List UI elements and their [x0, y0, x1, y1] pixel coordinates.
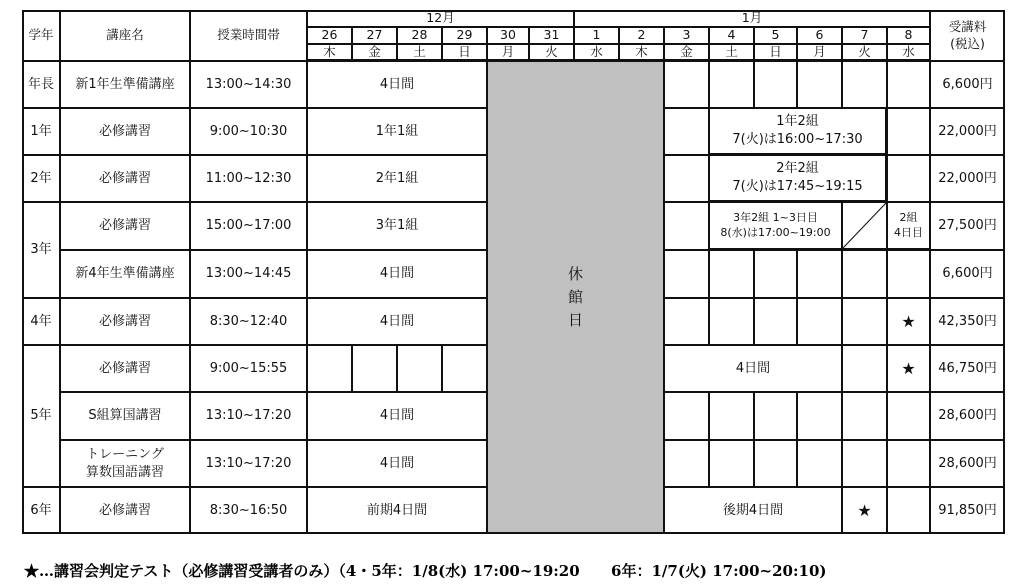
header-date-29-dec: 29: [442, 27, 487, 44]
empty-day-cell: [397, 345, 442, 392]
grade-6: 6年: [22, 487, 60, 534]
class-time: 13:10~17:20: [190, 440, 307, 487]
class-time: 13:00~14:30: [190, 61, 307, 108]
session-grade2-group1: 2年1組: [307, 155, 487, 202]
header-date-26-dec: 26: [307, 27, 352, 44]
course-fee: 6,600円: [930, 61, 1005, 108]
header-weekday: 土: [709, 44, 754, 61]
empty-day-cell: [887, 250, 930, 298]
session-4days-grade5-s: 4日間: [307, 392, 487, 440]
header-weekday: 金: [664, 44, 709, 61]
header-weekday: 水: [574, 44, 619, 61]
session-grade3-group1: 3年1組: [307, 202, 487, 250]
footnote-test-grades-4-5: ★…講習会判定テスト（必修講習受講者のみ）（4・5年：1/8(水) 17:00~19:20: [24, 562, 580, 580]
header-date-3-jan: 3: [664, 27, 709, 44]
header-weekday: 月: [797, 44, 842, 61]
session-grade3-group2: 3年2組 1~3日目 8(水)は17:00~19:00: [709, 202, 842, 250]
empty-day-cell: [842, 298, 887, 345]
empty-day-cell: [709, 392, 754, 440]
empty-day-cell: [664, 392, 709, 440]
class-time: 8:30~12:40: [190, 298, 307, 345]
class-time: 13:10~17:20: [190, 392, 307, 440]
session-4days-grade4: 4日間: [307, 298, 487, 345]
diagonal-line: [843, 203, 886, 248]
course-fee: 27,500円: [930, 202, 1005, 250]
header-weekday: 土: [397, 44, 442, 61]
grade-4: 4年: [22, 298, 60, 345]
class-time: 9:00~10:30: [190, 108, 307, 155]
course-name: 必修講習: [60, 298, 190, 345]
empty-day-cell: [664, 250, 709, 298]
empty-day-cell: [842, 392, 887, 440]
course-fee: 42,350円: [930, 298, 1005, 345]
class-time: 8:30~16:50: [190, 487, 307, 534]
empty-day-cell: [797, 440, 842, 487]
header-weekday: 水: [887, 44, 930, 61]
empty-day-cell: [709, 440, 754, 487]
header-weekday: 金: [352, 44, 397, 61]
column-divider: [306, 10, 308, 534]
course-fee: 28,600円: [930, 392, 1005, 440]
empty-day-cell: [352, 345, 397, 392]
course-name: 必修講習: [60, 487, 190, 534]
header-date-2-jan: 2: [619, 27, 664, 44]
course-fee: 91,850円: [930, 487, 1005, 534]
header-date-4-jan: 4: [709, 27, 754, 44]
grade-5: 5年: [22, 345, 60, 487]
course-fee: 46,750円: [930, 345, 1005, 392]
class-time: 15:00~17:00: [190, 202, 307, 250]
empty-day-cell: [664, 155, 709, 202]
grade-3: 3年: [22, 202, 60, 298]
course-fee: 28,600円: [930, 440, 1005, 487]
grade-2: 2年: [22, 155, 60, 202]
footnote: [24, 560, 826, 581]
empty-day-cell: [887, 440, 930, 487]
empty-day-cell: [307, 345, 352, 392]
grade-1: 1年: [22, 108, 60, 155]
session-4days-grade5-jan: 4日間: [664, 345, 842, 392]
footnote-test-grade-6: 6年：1/7(火) 17:00~20:10): [611, 562, 827, 580]
course-name: 必修講習: [60, 108, 190, 155]
header-date-31-dec: 31: [529, 27, 574, 44]
empty-day-cell: [442, 345, 487, 392]
header-grade: 学年: [22, 10, 60, 61]
session-4days-grade4-prep: 4日間: [307, 250, 487, 298]
empty-day-cell: [664, 298, 709, 345]
empty-day-cell: [797, 298, 842, 345]
course-name: 新1年生準備講座: [60, 61, 190, 108]
header-weekday: 月: [487, 44, 529, 61]
empty-day-cell: [754, 440, 797, 487]
course-fee: 6,600円: [930, 250, 1005, 298]
empty-day-cell: [709, 298, 754, 345]
header-fee: 受講料 (税込): [930, 10, 1005, 61]
header-date-27-dec: 27: [352, 27, 397, 44]
empty-day-cell: [797, 392, 842, 440]
empty-day-cell: [887, 392, 930, 440]
empty-day-cell: [664, 108, 709, 155]
header-course: 講座名: [60, 10, 190, 61]
empty-day-cell: [664, 61, 709, 108]
empty-day-cell: [842, 61, 887, 108]
header-weekday: 火: [529, 44, 574, 61]
course-name: 必修講習: [60, 345, 190, 392]
course-name: 新4年生準備講座: [60, 250, 190, 298]
course-name: 必修講習: [60, 202, 190, 250]
diagonal-slash-cell: [842, 202, 887, 250]
empty-day-cell: [887, 108, 930, 155]
course-fee: 22,000円: [930, 108, 1005, 155]
session-grade1-group1: 1年1組: [307, 108, 487, 155]
header-month-january: 1月: [574, 10, 930, 27]
empty-day-cell: [664, 202, 709, 250]
header-weekday: 木: [619, 44, 664, 61]
class-time: 11:00~12:30: [190, 155, 307, 202]
header-date-6-jan: 6: [797, 27, 842, 44]
closed-days: 休 館 日: [487, 61, 664, 534]
star-icon: ★: [842, 487, 887, 534]
empty-day-cell: [887, 155, 930, 202]
empty-day-cell: [754, 250, 797, 298]
column-divider: [929, 10, 931, 534]
header-date-7-jan: 7: [842, 27, 887, 44]
header-weekday: 木: [307, 44, 352, 61]
course-name: S組算国講習: [60, 392, 190, 440]
grade-nencho: 年長: [22, 61, 60, 108]
header-date-30-dec: 30: [487, 27, 529, 44]
header-date-1-jan: 1: [574, 27, 619, 44]
empty-day-cell: [797, 250, 842, 298]
class-time: 9:00~15:55: [190, 345, 307, 392]
header-time: 授業時間帯: [190, 10, 307, 61]
session-grade3-group2-day4: 2組 4日目: [887, 202, 930, 250]
session-grade2-group2: 2年2組 7(火)は17:45~19:15: [709, 155, 887, 202]
empty-day-cell: [887, 487, 930, 534]
header-date-5-jan: 5: [754, 27, 797, 44]
empty-day-cell: [887, 61, 930, 108]
empty-day-cell: [709, 61, 754, 108]
empty-day-cell: [842, 440, 887, 487]
empty-day-cell: [754, 392, 797, 440]
class-time: 13:00~14:45: [190, 250, 307, 298]
empty-day-cell: [754, 61, 797, 108]
empty-day-cell: [797, 61, 842, 108]
session-4days-nencho: 4日間: [307, 61, 487, 108]
session-grade1-group2: 1年2組 7(火)は16:00~17:30: [709, 108, 887, 155]
header-date-8-jan: 8: [887, 27, 930, 44]
empty-day-cell: [842, 345, 887, 392]
star-icon: ★: [887, 298, 930, 345]
header-weekday: 日: [754, 44, 797, 61]
course-name: トレーニング 算数国語講習: [60, 440, 190, 487]
header-month-december: 12月: [307, 10, 574, 27]
empty-day-cell: [842, 250, 887, 298]
empty-day-cell: [709, 250, 754, 298]
star-icon: ★: [887, 345, 930, 392]
course-fee: 22,000円: [930, 155, 1005, 202]
course-name: 必修講習: [60, 155, 190, 202]
session-first-half-grade6: 前期4日間: [307, 487, 487, 534]
empty-day-cell: [664, 440, 709, 487]
header-weekday: 火: [842, 44, 887, 61]
header-date-28-dec: 28: [397, 27, 442, 44]
session-second-half-grade6: 後期4日間: [664, 487, 842, 534]
session-4days-grade5-training: 4日間: [307, 440, 487, 487]
empty-day-cell: [754, 298, 797, 345]
header-weekday: 日: [442, 44, 487, 61]
